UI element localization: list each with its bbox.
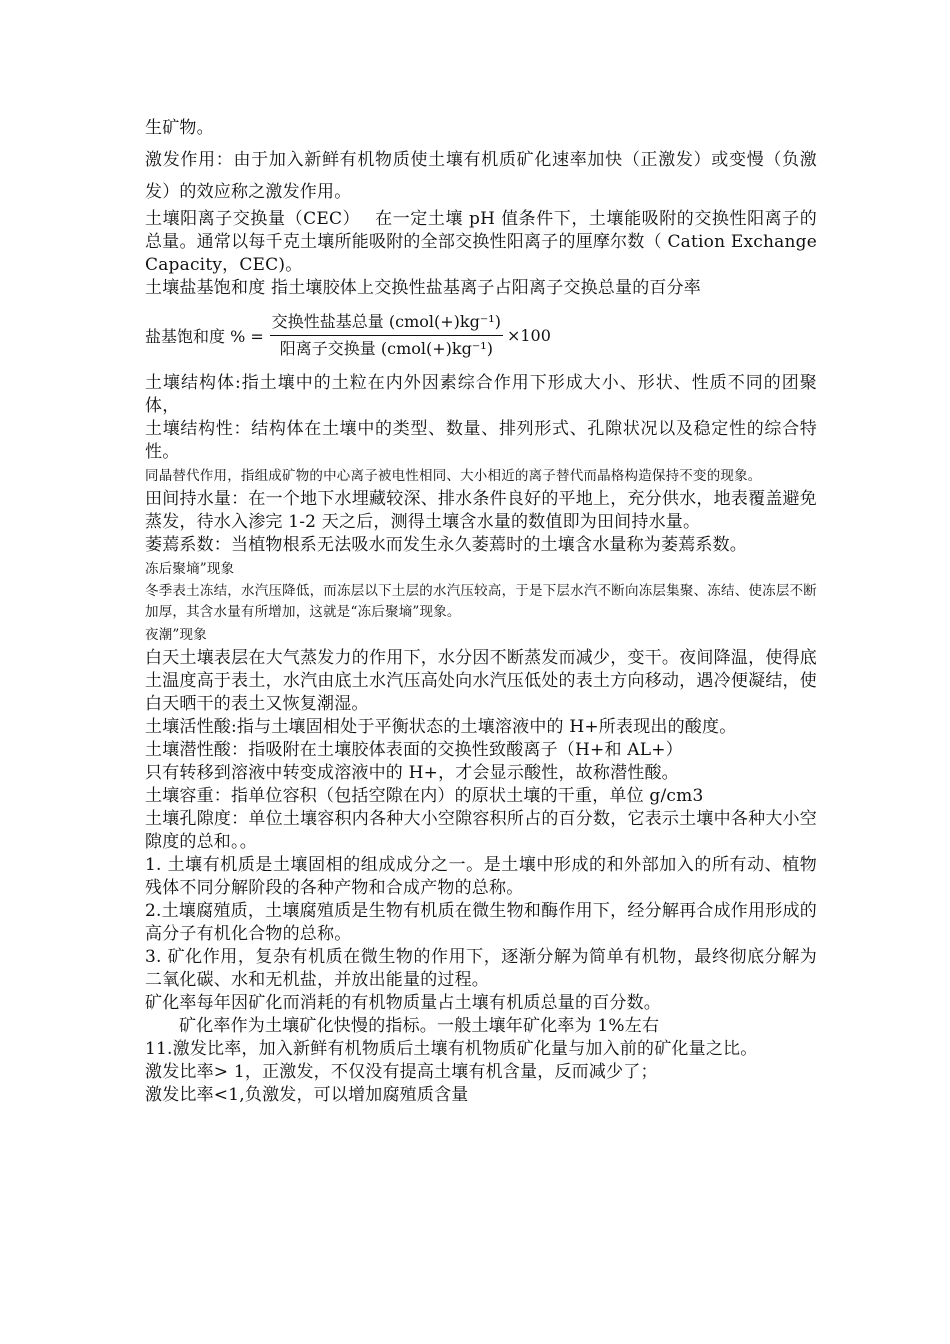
paragraph-night-moisture: 白天土壤表层在大气蒸发力的作用下，水分因不断蒸发而减少，变干。夜间降温，使得底土温度高于表土，水汽由底土水汽压高处向水汽压低处的表土方向移动，遇冷便凝结，使白天晒干的表土又恢复潮湿。 [145,648,817,714]
paragraph-continuation: 生矿物。 [145,118,214,138]
paragraph-wilting-coefficient: 萎蔫系数：当植物根系无法吸水而发生永久萎蔫时的土壤含水量称为萎蔫系数。 [145,535,747,555]
paragraph-porosity: 土壤孔隙度：单位土壤容积内各种大小空隙容积所占的百分数，它表示土壤中各种大小空隙度的总和。。 [145,809,817,852]
paragraph-organic-matter: 1. 土壤有机质是土壤固相的组成成分之一。是土壤中形成的和外部加入的所有动、植物残体不同分解阶段的各种产物和合成产物的总称。 [145,855,817,898]
formula-fraction [270,311,503,360]
paragraph-frost-moisture: 冬季表土冻结，水汽压降低，而冻层以下土层的水汽压较高，于是下层水汽不断向冻层集聚、冻结、使冻层不断加厚，其含水量有所增加，这就是“冻后聚墒”现象。 [145,583,817,620]
formula-lhs: 盐基饱和度 % = [145,326,264,346]
paragraph-soil-structure-unit: 土壤结构体:指土壤中的土粒在内外因素综合作用下形成大小、形状、性质不同的团聚体， [145,373,817,416]
formula-numerator: 交换性盐基总量 (cmol(+)kg⁻¹) [270,311,503,336]
paragraph-humus: 2.土壤腐殖质，土壤腐殖质是生物有机质在微生物和酶作用下，经分解再合成作用形成的高分子有机化合物的总称。 [145,901,817,944]
paragraph-priming-effect: 激发作用：由于加入新鲜有机物质使土壤有机质矿化速率加快（正激发）或变慢（负激发）的效应称之激发作用。 [145,150,817,202]
heading-night-moisture: 夜潮”现象 [145,627,207,643]
paragraph-priming-positive: 激发比率> 1，正激发，不仅没有提高土壤有机含量，反而减少了； [145,1062,658,1082]
paragraph-potential-acidity-note: 只有转移到溶液中转变成溶液中的 H+，才会显示酸性，故称潜性酸。 [145,763,679,783]
paragraph-priming-ratio: 11.激发比率，加入新鲜有机物质后土壤有机物质矿化量与加入前的矿化量之比。 [145,1039,758,1059]
formula-multiplier: ×100 [506,325,551,345]
paragraph-isomorphic-substitution: 同晶替代作用，指组成矿物的中心离子被电性相同、大小相近的离子替代而晶格构造保持不变的现象。 [145,468,762,484]
paragraph-cec: 土壤阳离子交换量（CEC） 在一定土壤 pH 值条件下，土壤能吸附的交换性阳离子的总量。通常以每千克土壤所能吸附的全部交换性阳离子的厘摩尔数（ Cation Exchange Capacity，CEC)。 [145,209,817,275]
paragraph-mineralization-rate: 矿化率每年因矿化而消耗的有机物质量占土壤有机质总量的百分数。 [145,993,661,1013]
paragraph-field-capacity: 田间持水量：在一个地下水埋藏较深、排水条件良好的平地上，充分供水，地表覆盖避免蒸发，待水入渗完 1-2 天之后，测得土壤含水量的数值即为田间持水量。 [145,489,817,532]
paragraph-potential-acidity: 土壤潜性酸：指吸附在土壤胶体表面的交换性致酸离子（H+和 AL+） [145,740,683,760]
document-page [145,112,817,1107]
paragraph-active-acidity: 土壤活性酸:指与土壤固相处于平衡状态的土壤溶液中的 H+所表现出的酸度。 [145,717,737,737]
heading-frost-moisture: 冻后聚墒”现象 [145,561,235,577]
paragraph-soil-structure: 土壤结构性：结构体在土壤中的类型、数量、排列形式、孔隙状况以及稳定性的综合特性。 [145,419,817,462]
paragraph-priming-negative: 激发比率<1,负激发，可以增加腐殖质含量 [145,1085,469,1105]
paragraph-mineralization: 3. 矿化作用，复杂有机质在微生物的作用下，逐渐分解为简单有机物，最终彻底分解为二氧化碳、水和无机盐，并放出能量的过程。 [145,947,817,990]
paragraph-base-saturation: 土壤盐基饱和度 指土壤胶体上交换性盐基离子占阳离子交换总量的百分率 [145,278,702,298]
base-saturation-formula [145,306,817,364]
paragraph-bulk-density: 土壤容重：指单位容积（包括空隙在内）的原状土壤的干重，单位 g/cm3 [145,786,704,806]
formula-denominator: 阳离子交换量 (cmol(+)kg⁻¹) [279,338,493,358]
paragraph-mineralization-index: 矿化率作为土壤矿化快慢的指标。一般土壤年矿化率为 1%左右 [179,1016,660,1036]
